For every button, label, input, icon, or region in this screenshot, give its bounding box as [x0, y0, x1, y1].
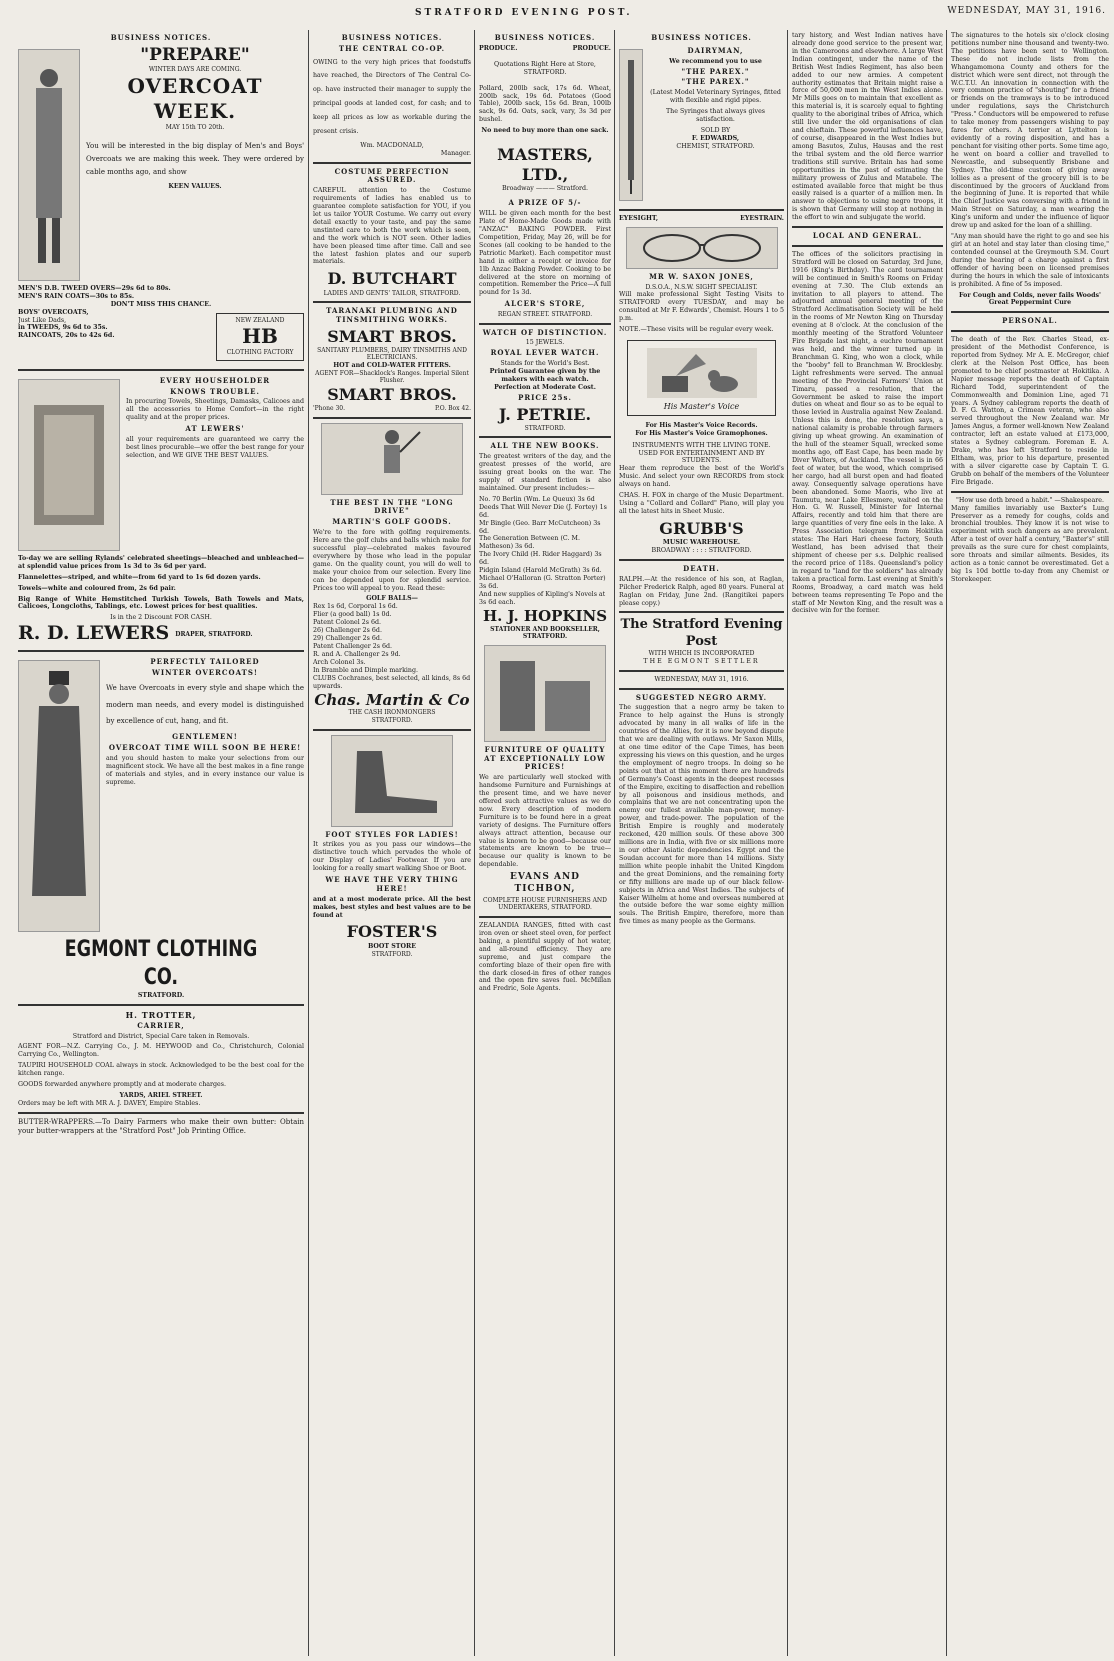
regan-street: REGAN STREET. STRATFORD. — [497, 311, 593, 319]
price-line: Just Like Dads, — [18, 316, 67, 324]
orders-text: Orders may be left with MR A. J. DAVEY, Empire Stables. — [18, 1099, 201, 1107]
alcers-store-heading: ALCER'S STORE, — [504, 299, 586, 309]
books-body: The greatest writers of the day, and the greatest presses of the world, are issuing great books on the war. The supply of standard fiction is also maintained. Our present includes:— — [479, 453, 611, 492]
column-rule — [946, 30, 947, 1656]
book-list — [479, 496, 611, 607]
list-item: Flier (a good ball) 1s 0d. — [313, 611, 392, 619]
masters-address: Broadway ——— Stratford. — [501, 185, 589, 193]
negro-army-heading: SUGGESTED NEGRO ARMY. — [635, 692, 768, 702]
egmont-ad — [18, 656, 304, 936]
hear-text: Hear them reproduce the best of the World's Music. And select your own RECORDS from stock always on hand. — [619, 465, 784, 489]
every-householder-heading: EVERY HOUSEHOLDER — [159, 375, 271, 385]
list-item: Michael O'Halloran (G. Stratton Porter) 3s 6d. — [479, 575, 606, 590]
sight-specialist: D.S.O.A., N.S.W. SIGHT SPECIALIST. — [645, 283, 758, 291]
knows-trouble-heading: KNOWS TROUBLE. — [170, 386, 260, 396]
death-heading: DEATH. — [683, 563, 720, 573]
prize-heading: A PRIZE OF 5/- — [508, 198, 582, 208]
produce-label: PRODUCE. — [479, 44, 518, 52]
chas-martin-logo: Chas. Martin & Co — [314, 690, 470, 709]
golf-ball-list — [313, 603, 471, 690]
column-rule — [787, 30, 788, 1656]
coop-manager-name: Wm. MACDONALD, — [360, 141, 424, 149]
section-heading: BUSINESS NOTICES. — [651, 33, 752, 42]
column-1 — [18, 32, 304, 1656]
sheetings-text: To-day we are selling Rylands' celebrated sheetings—bleached and unbleached—at splendid value prices from 1s 3d to 3s 6d per yard. — [18, 554, 304, 570]
week-dates: MAY 15th TO 20th. — [165, 124, 225, 132]
list-item: Pidgin Island (Harold McGrath) 3s 6d. — [479, 567, 602, 575]
fosters-body: and at a most moderate price. All the best makes, best styles and best values are to be found at — [313, 895, 471, 919]
fosters-name: FOSTER'S — [346, 922, 438, 942]
martin-location: STRATFORD. — [371, 716, 413, 724]
hopkins-trade: STATIONER AND BOOKSELLER, STRATFORD. — [490, 625, 600, 641]
sold-by: SOLD BY — [700, 126, 731, 134]
price-line: in TWEEDS, 9s 6d to 35s. — [18, 324, 108, 332]
dog-gramophone-icon — [647, 348, 757, 398]
produce-label: PRODUCE. — [572, 44, 611, 52]
phone-number: 'Phone 30. — [313, 405, 346, 413]
eyestrain-label: EYESTRAIN. — [740, 214, 784, 222]
petrie-location: STRATFORD. — [524, 424, 566, 432]
guarantee-text: Printed Guarantee given by the makers with each watch. — [489, 368, 601, 384]
saxon-jones-name: MR W. SAXON JONES, — [649, 271, 754, 281]
egmont-location: STRATFORD. — [137, 991, 185, 999]
watch-price: PRICE 25s. — [518, 392, 572, 402]
section-heading: BUSINESS NOTICES. — [341, 33, 443, 42]
goods-text: GOODS forwarded anywhere promptly and at moderate charges. — [18, 1081, 227, 1089]
one-sack-text: No need to buy more than one sack. — [481, 127, 609, 135]
list-item: Arch Colonel 3s. — [313, 658, 366, 666]
hb-logo-text: NEW ZEALAND — [235, 316, 285, 324]
parex-heading: "THE PAREX." — [681, 66, 750, 76]
list-item: No. 70 Berlin (Wm. Le Queux) 3s 6d — [479, 495, 595, 503]
world-best-text: Stands for the World's Best. — [500, 360, 590, 368]
signatures-article: The signatures to the hotels six o'clock closing petitions number nine thousand and twenty-two. The petitions have been sent to Wellington. These do not include lists from the Whangamomona County and others for the district which were sent direct, not through the W.C.T.U. An innovation in connection with the very common practice of "shouting" for a friend or friends on the tramways is to be introduced under regulations, says the Christchurch "Press." Conductors will be empowered to refuse to take money from passengers wishing to pay fares for others. A terrier at Lyttelton is evidently of a roving disposition, and has a penchant for visiting other ports. Some time ago, he went on board a collier and travelled to Newcastle, and subsequently Brisbane and Sydney. The old-time custom of giving away lollies as a present of the grocery bill is to be discontinued by the grocers of Auckland from the beginning of June. It is reported that while the Chief Justice was conversing with a friend in Main Street on Saturday, a man wearing the King's uniform and under the influence of liquor drew up and asked for the loan of a shilling. — [951, 32, 1109, 230]
egmont-settler-text: THE EGMONT SETTLER — [643, 657, 760, 665]
sep-banner: The Stratford Evening Post — [620, 617, 783, 649]
column-rule — [474, 30, 475, 1656]
syringes-text: The Syringes that always gives satisfaction. — [665, 108, 766, 123]
list-item: The Ivory Child (H. Rider Haggard) 3s 6d. — [479, 551, 602, 567]
man-in-overcoat-illustration — [18, 49, 80, 281]
his-masters-voice-caption: His Master's Voice — [663, 401, 740, 411]
smart-bros-name: SMART BROS. — [327, 326, 457, 346]
list-item: The Generation Between (C. M. Matheson) 3s 6d. — [479, 535, 580, 551]
parex-ad — [619, 45, 784, 205]
coal-text: TAUPIRI HOUSEHOLD COAL always in stock. Acknowledged to be the best coal for the kitchen range. — [18, 1062, 304, 1078]
egmont-clothing-logo: EGMONT CLOTHING CO. — [64, 937, 258, 990]
section-heading: BUSINESS NOTICES. — [494, 33, 596, 42]
fosters-location: STRATFORD. — [371, 950, 413, 958]
costume-heading: COSTUME PERFECTION ASSURED. — [334, 166, 450, 185]
grubbs-address: BROADWAY : : : : STRATFORD. — [651, 547, 752, 554]
edwards-name: F. EDWARDS, — [691, 134, 740, 142]
list-item: And new supplies of Kipling's Novels at 3s 6d each. — [479, 590, 606, 606]
watch-heading: WATCH OF DISTINCTION. — [482, 327, 608, 337]
lewers-body: all your requirements are guaranteed we carry the best lines procurable—we offer the best range for your selection, and WE GIVE THE BEST VALUES. — [126, 436, 304, 459]
jones-note: NOTE.—These visits will be regular every week. — [619, 325, 774, 333]
column-rule — [308, 30, 309, 1656]
trotter-body: Stratford and District, Special Care taken in Removals. — [72, 1032, 250, 1040]
golfer-illustration — [321, 423, 463, 495]
range-text: Big Range of White Hemstitched Turkish Towels, Bath Towels and Mats, Calicoes, Longcloths, Tablings, etc. Lowest prices for best qualities. — [18, 595, 304, 611]
towels-linen-illustration — [18, 379, 120, 551]
incorporated-text: WITH WHICH IS INCORPORATED — [648, 650, 755, 658]
jewels-text: 15 JEWELS. — [525, 339, 565, 347]
prepare-heading: "PREPARE" — [140, 44, 250, 65]
editorial-date: WEDNESDAY, MAY 31, 1916. — [654, 675, 749, 683]
long-drive-heading: THE BEST IN THE "LONG DRIVE" — [330, 497, 454, 516]
masters-name: MASTERS, LTD., — [497, 145, 593, 185]
personal-heading: PERSONAL. — [1002, 316, 1058, 326]
his-masters-voice-logo — [627, 340, 776, 416]
column-4 — [619, 32, 784, 1656]
column-3 — [479, 32, 611, 1656]
parex-description: (Latest Model Veterinary Syringes, fitted with flexible and rigid pipes. — [650, 89, 781, 105]
syringe-illustration — [619, 49, 643, 201]
smart-bros-name-2: SMART BROS. — [327, 384, 457, 404]
furniture-heading: FURNITURE OF QUALITY AT EXCEPTIONALLY LOW PRICES! — [484, 744, 606, 772]
hb-logo-caption: CLOTHING FACTORY — [226, 349, 294, 357]
petrie-name: J. PETRIE. — [498, 404, 592, 424]
hotel-article: "Any man should have the right to go and see his girl at an hotel and stay later than closing time," contended counsel at the Greymouth S.M. Court during the hearing of a charge against a first offender of having been on licensed premises during the hours in which the sale of intoxicants is prohibited. A fine of 5s imposed. — [951, 233, 1109, 288]
eyesight-label: EYESIGHT, — [619, 214, 659, 222]
trotter-name: H. TROTTER, — [125, 1009, 197, 1020]
records-text: For His Master's Voice Records. — [645, 421, 758, 429]
chemist-text: CHEMIST, STRATFORD. — [676, 142, 755, 150]
used-text: USED FOR ENTERTAINMENT AND BY STUDENTS. — [638, 449, 765, 465]
spectacles-illustration — [626, 227, 778, 269]
hb-logo-mark: HB — [242, 324, 278, 349]
coop-manager-title: Manager. — [440, 149, 471, 157]
footwear-body: It strikes you as you pass our windows—the distinctive touch which pervades the whole of our Display of Ladies' Footwear. If you are looking for a really smart walking Shoe or Boot. — [313, 841, 471, 873]
column-2 — [313, 32, 471, 1656]
gramophones-text: For His Master's Voice Gramophones. — [635, 429, 768, 437]
overcoat-time-body: and you should hasten to make your selections from our magnificent stock. We have all the best makes in a fine range of materials and styles, and in every instance our value is supreme. — [106, 754, 304, 786]
local-general-heading: LOCAL AND GENERAL. — [812, 231, 923, 241]
recommend-text: We recommend you to use — [669, 57, 762, 65]
instruments-text: INSTRUMENTS WITH THE LIVING TONE. — [632, 441, 771, 449]
column-6 — [951, 32, 1109, 1656]
perfection-text: Perfection at Moderate Cost. — [494, 383, 596, 391]
prepare-ad — [18, 45, 304, 285]
carrier-label: CARRIER, — [137, 1020, 185, 1030]
flannelettes-text: Flannelettes—striped, and white—from 6d yard to 1s 6d dozen yards. — [18, 573, 261, 581]
po-box: P.O. Box 42. — [435, 405, 471, 413]
golf-goods-heading: MARTIN'S GOLF GOODS. — [332, 517, 452, 527]
newspaper-title: STRATFORD EVENING POST. — [415, 8, 633, 18]
issue-date: WEDNESDAY, MAY 31, 1916. — [947, 6, 1106, 16]
list-item: 26) Challenger 2s 6d. — [313, 627, 382, 635]
draper-text: DRAPER, STRATFORD. — [175, 630, 253, 638]
evans-tichbon-name: EVANS AND TICHBON, — [509, 872, 580, 894]
baxters-ad: Many families invariably use Baxter's Lung Preserver as a remedy for coughs, colds and bronchial troubles. They know it is not wise to experiment with such dangers as are prevalent. After a test of over half a century, "Baxter's" still prevails as the sure cure for chest complaints, sore throats and similar ailments. Besides, its action as a tonic cannot be overestimated. Get a big 1s 10d bottle to-day from any Chemist or Storekeeper. — [951, 504, 1109, 583]
tailored-body: We have Overcoats in every style and shape which the modern man needs, and every model is distinguished by excellence of cut, hang, and fit. — [106, 683, 304, 726]
costume-body: CAREFUL attention to the Costume requirements of ladies has enabled us to guarantee complete satisfaction for YOU, if you let us tailor YOUR Costume. We carry out every detail exactly to your taste, and pay the same unstinted care to both the work which is seen, and the work which is NOT seen. Other ladies have been pleased time after time. Call and see the latest fashion plates and our superb materials. — [313, 187, 471, 266]
masthead — [0, 0, 1114, 26]
perfectly-tailored-heading: PERFECTLY TAILORED — [150, 657, 260, 667]
list-item: Rex 1s 6d, Corporal 1s 6d. — [313, 603, 398, 611]
furniture-illustration — [484, 645, 606, 742]
taranaki-heading: TARANAKI PLUMBING AND TINSMITHING WORKS. — [326, 306, 458, 324]
list-item: 29) Challenger 2s 6d. — [313, 635, 382, 643]
butchart-trade: LADIES AND GENTS' TAILOR, STRATFORD. — [323, 289, 461, 297]
produce-prices: Pollard, 200lb sack, 17s 6d. Wheat, 200lb sack, 19s 6d. Potatoes (Good Table), 200lb sack, 15s 6d. Bran, 100lb sack, 9s 6d. Oats, sack, vary, 3s 3d per bushel. — [479, 84, 611, 124]
hopkins-name: H. J. HOPKINS — [482, 606, 608, 625]
cash-discount: Is in the 2 Discount FOR CASH. — [110, 614, 212, 622]
rd-lewers-name: R. D. LEWERS — [18, 622, 170, 645]
at-lewers-heading: AT LEWERS' — [185, 424, 245, 434]
foot-styles-heading: FOOT STYLES FOR LADIES! — [325, 829, 459, 839]
central-coop-heading: THE CENTRAL CO-OP. — [338, 43, 446, 53]
sanitary-text: SANITARY PLUMBERS, DAIRY TINSMITHS AND ELECTRICIANS. — [317, 346, 467, 362]
article-continuation: tary history, and West Indian natives have already done good service to the present war, in the Cameroons and elsewhere. A large West Indian contingent, under the name of the British West Indies Regiment, has also been added to our new armies. A competent authority estimates that Britain might raise a force of 50,000 men in the West Indies alone. Mr Mills goes on to maintain that excellent as this material is, it is scarcely equal to fighting quality to the aboriginal tribes of Africa, which still live under the old organisations of clan and chieftain. These powerful influences have, of course, disappeared in the West Indies but among Basutos, Zulus, Hausas and the rest the tribal system and the old fierce warrior traditions still survive. Britain has had some opportunities in the past of estimating the military prowess of Zulus and Matabele. The estimated available force that might be thus easily raised is a quarter of a million men. In answer to objections to using negro troops, it is shown that Germany will stop at nothing in the effort to win and subjugate the world. — [792, 32, 943, 222]
parex-heading: "THE PAREX." — [681, 77, 750, 87]
music-warehouse: MUSIC WAREHOUSE. — [662, 539, 741, 547]
boot-store-text: BOOT STORE — [367, 942, 417, 950]
householder-body: In procuring Towels, Sheetings, Damasks, Calicoes and all the accessories to Home Comfort—in the right quality and at the proper prices. — [126, 398, 304, 422]
habit-quote: "How use doth breed a habit." —Shakespeare. — [955, 496, 1104, 504]
week-heading: WEEK. — [153, 98, 237, 123]
overcoat-time-heading: OVERCOAT TIME WILL SOON BE HERE! — [108, 743, 302, 753]
list-item: Patent Colonel 2s 6d. — [313, 619, 382, 627]
list-item: In Bramble and Dimple marking. — [313, 666, 418, 674]
gentleman-in-overcoat-illustration — [18, 660, 100, 932]
personal-body: The death of the Rev. Charles Stead, ex-president of the Methodist Conference, is reported from Sydney. Mr A. E. McGregor, chief clerk at the Nelson Post Office, has been promoted to be chief postmaster at Hokitika. A Napier message reports the death of Captain Richard Todd, superintendent of the Commonwealth and Dominion Line, aged 71 years. A Sydney cablegram reports the death of D. F. G. Watton, a Crimean veteran, who also served throughout the New Zealand war. Mr James Angus, a former well-known New Zealand contractor, left an estate valued at £173,000, states a Sydney cablegram. Foreman E. A. Drake, who has left Stratford to reside in Eltham, was, prior to his departure, presented with a silver cigarette case by Captain T. G. Grubb on behalf of the members of the Volunteer Fire Brigade. — [951, 336, 1109, 486]
trotter-agent: AGENT FOR—N.Z. Carrying Co., J. M. HEYWOOD and Co., Christchurch, Colonial Carrying Co., Wellington. — [18, 1043, 304, 1059]
cash-ironmongers: THE CASH IRONMONGERS — [348, 709, 436, 717]
very-thing-heading: WE HAVE THE VERY THING HERE! — [325, 875, 459, 893]
price-line: RAINCOATS, 20s to 42s 6d. — [18, 332, 115, 340]
quotations-text: Quotations Right Here at Store, STRATFORD. — [494, 60, 596, 76]
list-item: R. and A. Challenger 2s 9d. — [313, 650, 401, 658]
dairyman-heading: DAIRYMAN, — [687, 45, 744, 55]
evans-trade: COMPLETE HOUSE FURNISHERS AND UNDERTAKERS, STRATFORD. — [483, 896, 607, 912]
hb-logo — [216, 313, 304, 361]
jones-body: Will make professional Sight Testing Visits to STRATFORD every TUESDAY, and may be consulted at Mr F. Edwards', Chemist. Hours 1 to 5 p.m. — [619, 291, 784, 322]
winter-days-text: WINTER DAYS ARE COMING. — [148, 66, 242, 74]
list-item: CLUBS Cochranes, best selected, all kinds, 8s 6d upwards. — [313, 674, 471, 690]
agent-text: AGENT FOR—Shacklock's Ranges. Imperial Silent Flusher. — [315, 369, 469, 385]
ladies-shoe-illustration — [331, 735, 453, 827]
lewers-ad — [18, 375, 304, 555]
price-line: MEN'S D.B. TWEED OVERS—29s 6d to 80s. — [18, 284, 171, 292]
list-item: Deeds That Will Never Die (J. Fortey) 1s 6d. — [479, 503, 607, 519]
overcoat-body: You will be interested in the big display of Men's and Boys' Overcoats we are making this week. They were ordered by cable months ago, and show — [86, 141, 304, 177]
golf-body: We're to the fore with golfing requirements. Here are the golf clubs and balls which make for successful play—celebrated makes favoured everywhere by those who lead in the popular game. On the quality count, you will do well to make your choice from our selection. Every line can be depended upon for splendid service. Prices too will appeal to you. Read these: — [313, 529, 471, 592]
winter-overcoats-heading: WINTER OVERCOATS! — [152, 668, 258, 678]
coop-body: OWING to the very high prices that foodstuffs have reached, the Directors of The Central Co-op. have instructed their manager to supply the principal goods at landed cost, for cash; and to keep all prices as low as workable during the present crisis. — [313, 58, 471, 135]
price-line: BOYS' OVERCOATS, — [18, 308, 89, 316]
column-5 — [792, 32, 943, 1656]
overcoat-heading: OVERCOAT — [127, 73, 263, 98]
price-line: DON'T MISS THIS CHANCE. — [110, 300, 212, 308]
grubbs-name: GRUBB'S — [659, 518, 744, 538]
zealandia-ranges-text: ZEALANDIA RANGES, fitted with cast iron oven or sheet steel oven, for perfect baking, a plentiful supply of hot water, and all-round efficiency. They are supreme, and just compare the comforting blaze of their open fire with the dark closed-in fires of other ranges and the open fire saves fuel. McMillan and Fredric, Sole Agents. — [479, 921, 611, 993]
hot-cold-text: HOT and COLD-WATER FITTERS. — [333, 361, 451, 369]
yards-address: YARDS, ARIEL STREET. — [119, 1092, 203, 1100]
fox-text: CHAS. H. FOX in charge of the Music Department. Using a "Collard and Collard" Piano, will play you all the latest hits in Sheet Music. — [619, 492, 784, 515]
gentlemen-heading: GENTLEMEN! — [172, 732, 238, 742]
column-rule — [614, 30, 615, 1656]
list-item: Patent Challenger 2s 6d. — [313, 643, 393, 651]
keen-values: KEEN VALUES. — [168, 182, 222, 190]
negro-army-article: The suggestion that a negro army be taken to France to help against the Huns is strongly advocated by many in all walks of life in the countries of the Allies, for it is now beyond dispute that we are dealing with outlaws. Mr Saxon Mills, at one time editor of the Cape Times, has been expressing his views on this question, and he urges the employment of negro troops. In doing so he points out that at this moment there are hundreds of Germany's Coast agents in the deepest recesses of the Empire, exciting to disaffection and rebellion by all poisonous and insidious methods, and complains that we are not concentrating upon the enemy our fullest available man-power, money-power, and trade-power. The population of the British Empire is roughly and moderately reckoned, 420 million souls. Of these above 300 millions are in India, with five or six millions more in our other Asiatic dependencies. Egypt and the Soudan account for more than 14 millions. Sixty million white people inhabit the United Kingdom and the great Dominions, and the remaining forty or fifty millions are made up of our black fellow-subjects in Africa and West Indies. The subjects of Kaiser Wilhelm at home and overseas numbered at the outside before the war some eighty million souls. The British Empire, therefore, more than five times as many people as the Germans. — [619, 704, 784, 926]
section-heading: BUSINESS NOTICES. — [110, 33, 212, 42]
prize-body: WILL be given each month for the best Plate of Home-Made Goods made with "ANZAC" BAKING POWDER. First Competition, Friday, May 26, will be for Scones (all cooking to be handed to the Patriotic Market). Each competitor must hand in either a receipt or invoice for 1lb Anzac Baking Powder. Cooking to be delivered at the store on morning of competition. Remember the Price—A full pound for 1s 3d. — [479, 210, 611, 297]
royal-lever-heading: ROYAL LEVER WATCH. — [490, 348, 600, 358]
butchart-name: D. BUTCHART — [327, 269, 457, 289]
all-new-books-heading: ALL THE NEW BOOKS. — [490, 441, 600, 451]
furniture-body: We are particularly well stocked with handsome Furniture and Furnishings at the present time, and we have never offered such attractive values as we do now. Every description of modern Furniture is to be found here in a great variety of designs. The Furniture offers always attract attention, because our value is known to be good—because our statements are known to be true—because our quality is known to be dependable. — [479, 774, 611, 869]
butter-wrappers-notice: BUTTER-WRAPPERS.—To Dairy Farmers who make their own butter: Obtain your butter-wrappers at the "Stratford Post" Job Printing Office. — [18, 1117, 304, 1135]
death-notice: RALPH.—At the residence of his son, at Raglan, Pilcher Frederick Ralph, aged 80 years. Funeral at Raglan on Friday, June 2nd. (Rangitikei papers please copy.) — [619, 575, 784, 607]
price-line: MEN'S RAIN COATS—30s to 85s. — [18, 292, 135, 300]
cough-cure-ad: For Cough and Colds, never fails Woods' Great Peppermint Cure — [959, 291, 1101, 307]
golf-balls-heading: GOLF BALLS— — [366, 595, 418, 603]
towels-text: Towels—white and coloured from, 2s 6d pair. — [18, 584, 176, 592]
list-item: Mr Bingle (Geo. Barr McCutcheon) 3s 6d. — [479, 519, 601, 535]
local-general-body: The offices of the solicitors practising in Stratford will be closed on Saturday, 3rd June, 1916 (King's Birthday). The card tournament will be continued in Smith's Rooms on Friday evening at 7.30. The Club extends an invitation to all players to attend. The adjourned annual general meeting of the Stratford Acclimatisation Society will be held in the rooms of Mr Newton King on Thursday evening at 8 o'clock. At the conclusion of the monthly meeting of the Stratford Volunteer Fire Brigade last night, a euchre tournament was held, and the winner turned up in Branchman G. King, who won a clock, while the "booby" fell to Branchman W. Brocklesby. Light refreshments were served. The annual meeting of the Provincial Farmers' Union at Timaru, passed a resolution, that the Government be asked to raise the import duties on wheat and flour so as to be equal to those levied in Australia against New Zealand. Unless this is done, the resolution says, a national calamity is probable through farmers giving up wheat growing. An examination of the hull of the steamer Squall, wrecked some months ago, off East Cape, has been made by Diver Walters, of Auckland. The vessel is in 66 feet of water, but the wood, which comprised her cargo, had all burst open and had floated away. Consequently salvage operations have been abandoned. Some Maoris, who live at Taumutu, near Lake Ellesmere, waited on the Hon. G. W. Russell, Minister for Internal Affairs, recently and told him that there are large quantities of very fine eels in the lake. A Press Association telegram from Hokitika states: The Hari Hari cheese factory, South Westland, has been advised that their shipment of cheese per s.s. Delphic realised the record price of 118s. Queensland's policy in regard to "land for the soldiers" has already taken a practical form. Last evening at Smith's Rooms, Broadway, a card match was held between teams representing Te Popo and the staff of Mr Newton King, and the result was a decisive win for the former. — [792, 250, 943, 615]
